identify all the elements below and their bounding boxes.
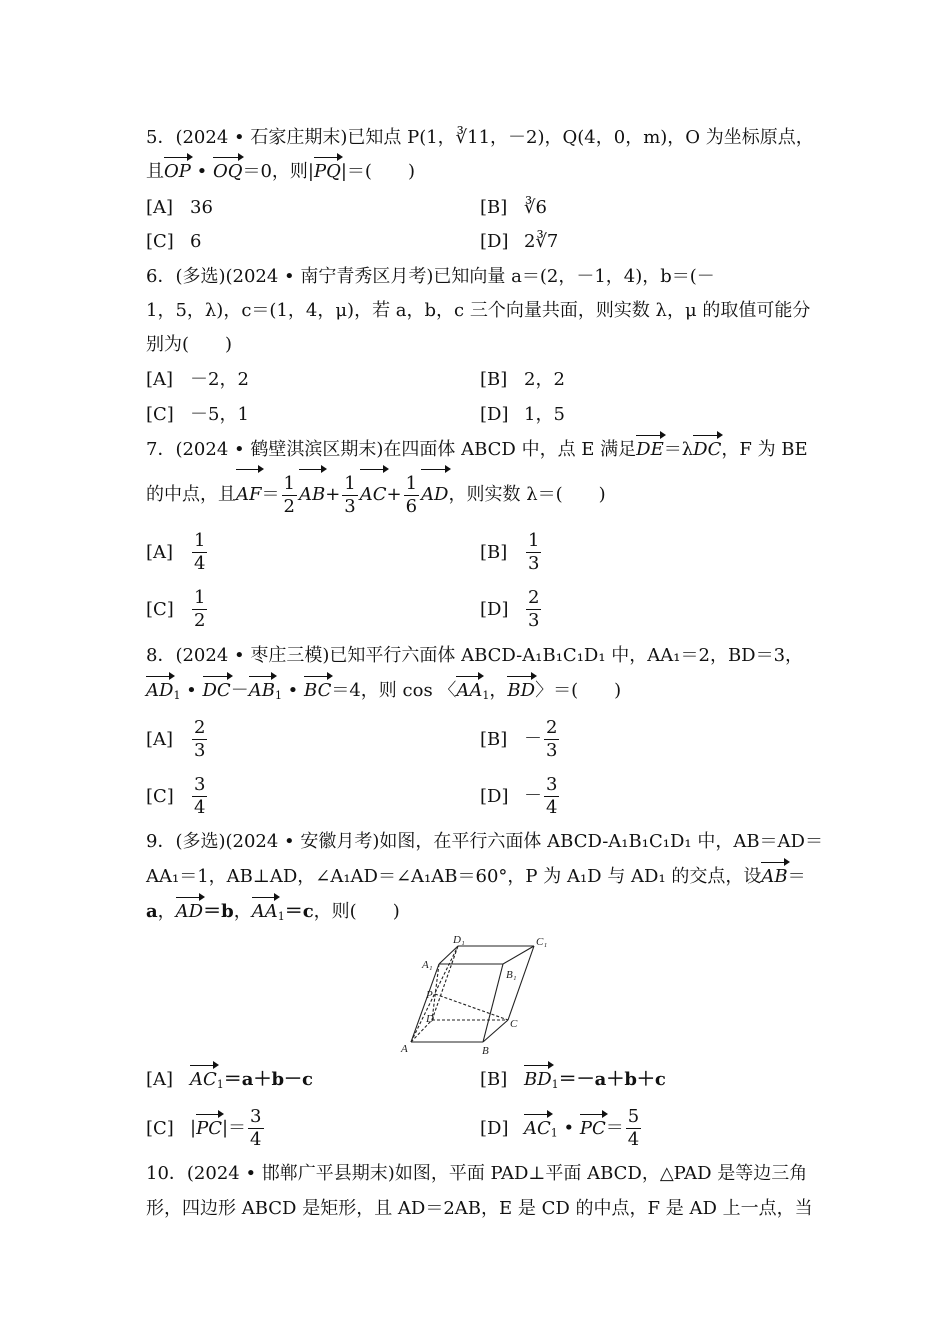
fraction: $\frac{1}{3}$ (344, 472, 356, 517)
q7-option-d: [D] $\frac{2}{3}$ (480, 587, 540, 631)
q5-option-b: [B] ∛6 (480, 197, 547, 218)
q8-option-d: [D] － $\frac{3}{4}$ (480, 774, 558, 818)
figure-label: C₁ (536, 936, 548, 948)
q10-line-1: 10．(2024 • 邯郸广平县期末)如图，平面 PAD⊥平面 ABCD，△PAD 是等边三角 (146, 1163, 808, 1184)
figure-label: B₁ (506, 969, 517, 981)
figure-label: P (426, 989, 433, 1001)
q6-line-1: 6．(多选)(2024 • 南宁青秀区月考)已知向量 a＝(2，－1，4)，b＝(－ (146, 266, 715, 287)
figure-label: B (482, 1045, 489, 1057)
q9-line-2: AA₁＝1，AB⊥AD，∠A₁AD＝∠A₁AB＝60°，P 为 A₁D 与 AD₁ 的交点，设AB＝ (146, 866, 806, 887)
figure-label: A₁ (422, 959, 433, 971)
q5-option-c: [C] 6 (146, 231, 202, 252)
figure-label: D₁ (453, 934, 465, 946)
q6-option-c: [C] －5，1 (146, 404, 249, 425)
q9-option-a: [A] $AC_1=a+b-c$ (146, 1069, 313, 1091)
q9-line-1: 9．(多选)(2024 • 安徽月考)如图，在平行六面体 ABCD-A₁B₁C₁D₁ 中，AB＝AD＝ (146, 831, 823, 852)
q7-option-c: [C] $\frac{1}{2}$ (146, 587, 206, 631)
q8-option-a: [A] $\frac{2}{3}$ (146, 717, 206, 761)
q7-line-2: 的中点，且AF＝ $\frac{1}{2}$ AB+ $\frac{1}{3}$ AC+ $\frac{1}{6}$ AD，则实数 λ＝( ) (146, 472, 606, 517)
q6-line-3: 别为( ) (146, 334, 233, 355)
q5-option-d: [D] 2∛7 (480, 231, 559, 252)
q5-line-1: 5．(2024 • 石家庄期末)已知点 P(1，∛11，－2)，Q(4，0，m)，O 为坐标原点， (146, 127, 814, 148)
q8-option-b: [B] － $\frac{2}{3}$ (480, 717, 558, 761)
q5-option-a: [A] 36 (146, 197, 213, 218)
q7-option-a: [A] $\frac{1}{4}$ (146, 530, 206, 574)
q6-option-a: [A] －2，2 (146, 369, 249, 390)
q7-line-1: 7．(2024 • 鹤壁淇滨区期末)在四面体 ABCD 中，点 E 满足DE＝λDC，F 为 BE (146, 439, 808, 460)
figure-label: C (510, 1018, 518, 1030)
fraction: $\frac{1}{6}$ (405, 472, 418, 517)
q9-line-3: a，AD＝b，$AA_1=c$，则( ) (146, 901, 400, 923)
q10-line-2: 形，四边形 ABCD 是矩形，且 AD＝2AB，E 是 CD 的中点，F 是 AD 上一点，当 (146, 1198, 813, 1219)
parallelepiped-figure (396, 932, 556, 1063)
q7-option-b: [B] $\frac{1}{3}$ (480, 530, 540, 574)
q9-option-b: [B] $BD_1=-a+b+c$ (480, 1069, 666, 1091)
q8-option-c: [C] $\frac{3}{4}$ (146, 774, 206, 818)
q6-option-d: [D] 1，5 (480, 404, 565, 425)
q6-option-b: [B] 2，2 (480, 369, 565, 390)
fraction: $\frac{1}{2}$ (283, 472, 295, 517)
figure-label: D (426, 1013, 434, 1025)
q5-line-2: 且OP • OQ＝0，则|PQ|＝( ) (146, 161, 415, 182)
figure-label: A (401, 1043, 408, 1055)
q6-line-2: 1，5，λ)，c＝(1，4，μ)，若 a，b，c 三个向量共面，则实数 λ，μ 的取值可能分 (146, 300, 811, 321)
q8-line-2: $AD_1$ • $DC-AB_1$ • BC＝4，则 cos 〈$AA_1$，BD〉＝( ) (146, 680, 622, 702)
q9-option-d: [D] $AC_1$ • PC＝ $\frac{5}{4}$ (480, 1106, 640, 1150)
q8-line-1: 8．(2024 • 枣庄三模)已知平行六面体 ABCD-A₁B₁C₁D₁ 中，AA₁＝2，BD＝3， (146, 645, 804, 666)
q9-option-c: [C] |PC|＝ $\frac{3}{4}$ (146, 1106, 262, 1150)
